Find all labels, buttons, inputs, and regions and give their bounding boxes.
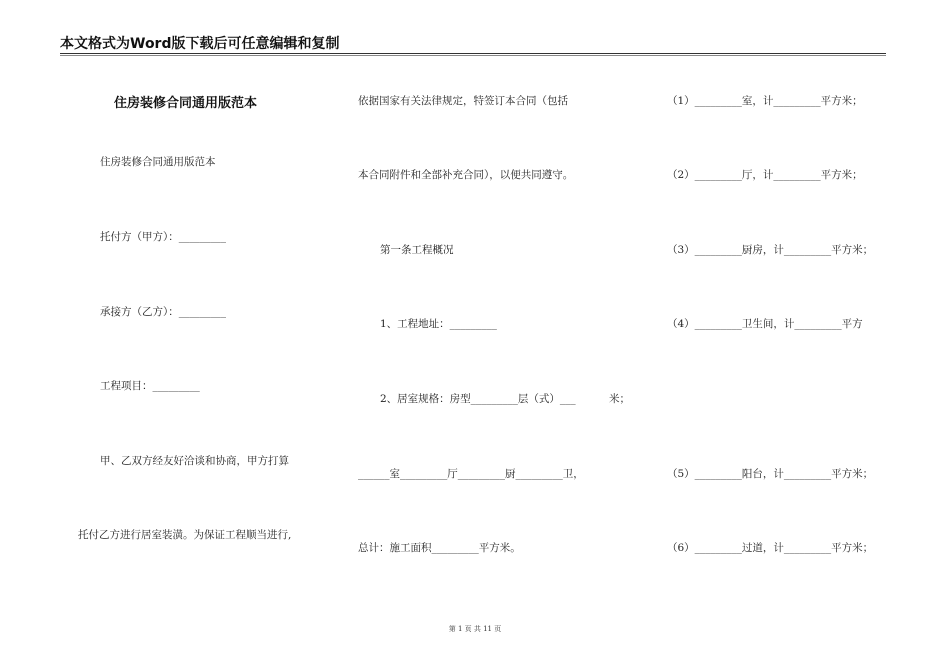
- col1-line-1: 住房装修合同通用版范本: [100, 156, 216, 168]
- col1-line-4: 工程项目：_________: [100, 380, 200, 392]
- page-footer: 第 1 页 共 11 页: [448, 625, 502, 633]
- col1-line-5: 甲、乙双方经友好洽谈和协商，甲方打算: [100, 455, 289, 467]
- col2-line-4: 1、工程地址：_________: [380, 318, 497, 330]
- col3-line-2: （2）_________厅，计_________平方米；: [667, 169, 863, 181]
- col3-line-3: （3）_________厨房，计_________平方米；: [667, 244, 874, 256]
- col2-line-7: 总计：施工面积_________平方米。: [358, 542, 521, 554]
- col3-line-1: （1）_________室，计_________平方米；: [667, 95, 863, 107]
- col2-line-2: 本合同附件和全部补充合同），以便共同遵守。: [358, 169, 574, 181]
- col2-line-1: 依据国家有关法律规定，特签订本合同（包括: [358, 95, 568, 107]
- col1-line-6: 托付乙方进行居室装潢。为保证工程顺当进行,: [78, 529, 292, 541]
- col3-line-5: （5）_________阳台，计_________平方米；: [667, 468, 874, 480]
- col1-line-2: 托付方（甲方）：_________: [100, 231, 226, 243]
- header-rule-secondary: [60, 55, 886, 56]
- col2-line-6: ______室_________厅_________厨_________卫，: [358, 468, 584, 480]
- col2-line-5: 2、居室规格：房型_________层（式）___ 米；: [380, 393, 631, 405]
- header-rule: [60, 53, 886, 54]
- page-header: 本文格式为Word版下载后可任意编辑和复制: [60, 36, 340, 52]
- col3-line-4: （4）_________卫生间，计_________平方: [667, 318, 863, 330]
- col2-line-3: 第一条工程概况: [380, 244, 454, 256]
- document-title: 住房装修合同通用版范本: [114, 96, 258, 111]
- col1-line-3: 承接方（乙方）：_________: [100, 306, 226, 318]
- col3-line-6: （6）_________过道，计_________平方米；: [667, 542, 874, 554]
